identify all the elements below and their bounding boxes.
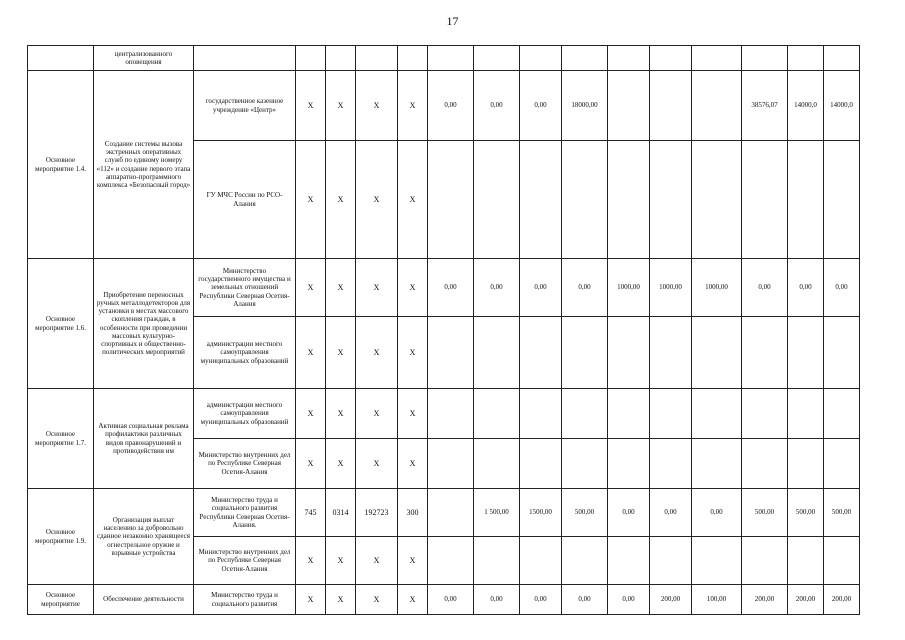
table-row <box>28 71 860 141</box>
amount-cell: 0,00 <box>788 259 824 317</box>
table-row <box>28 489 860 537</box>
amount-cell: 0,00 <box>692 489 742 537</box>
amount-cell <box>520 439 562 489</box>
budget-code-cell: X <box>356 317 398 389</box>
amount-cell <box>474 389 520 439</box>
table-row <box>28 585 860 615</box>
amount-cell <box>692 141 742 259</box>
main-event-cell <box>28 46 94 71</box>
amount-cell <box>562 389 608 439</box>
amount-cell: 1000,00 <box>650 259 692 317</box>
amount-cell <box>824 46 860 71</box>
executor-cell: Министерство государственного имущества и земельных отношений Республики Северная Осетия-Алания <box>194 259 296 317</box>
amount-cell <box>692 71 742 141</box>
amount-cell: 0,00 <box>824 259 860 317</box>
amount-cell: 0,00 <box>428 259 474 317</box>
amount-cell <box>650 141 692 259</box>
event-title-cell: Обеспечение деятельности <box>94 585 194 615</box>
main-event-cell: Основное мероприятие 1.7. <box>28 389 94 489</box>
budget-code-cell: X <box>398 585 428 615</box>
budget-code-cell: X <box>296 71 326 141</box>
main-event-cell: Основное мероприятие 1.4. <box>28 71 94 259</box>
amount-cell <box>428 389 474 439</box>
amount-cell <box>562 46 608 71</box>
amount-cell <box>650 389 692 439</box>
amount-cell: 0,00 <box>562 259 608 317</box>
executor-cell: Министерство труда и социального развития Республики Северная Осетия-Алания. <box>194 489 296 537</box>
amount-cell: 1000,00 <box>608 259 650 317</box>
amount-cell <box>520 141 562 259</box>
budget-code-cell: 300 <box>398 489 428 537</box>
budget-code-cell: X <box>326 259 356 317</box>
executor-cell: ГУ МЧС России по РСО-Алания <box>194 141 296 259</box>
budget-code-cell: X <box>326 389 356 439</box>
amount-cell <box>692 537 742 585</box>
amount-cell <box>520 317 562 389</box>
budget-code-cell <box>398 46 428 71</box>
event-title-cell: Организация выплат населению за добровольно сданное незаконно хранящееся огнестрельное оружие и взрывные устройства <box>94 489 194 585</box>
executor-cell: Министерство внутренних дел по Республике Северная Осетия-Алания <box>194 537 296 585</box>
amount-cell <box>742 46 788 71</box>
budget-code-cell: X <box>296 389 326 439</box>
main-event-cell: Основное мероприятие 1.6. <box>28 259 94 389</box>
amount-cell: 500,00 <box>742 489 788 537</box>
amount-cell: 200,00 <box>824 585 860 615</box>
executor-cell <box>194 46 296 71</box>
amount-cell <box>474 317 520 389</box>
amount-cell: 0,00 <box>742 259 788 317</box>
amount-cell <box>742 389 788 439</box>
amount-cell <box>428 489 474 537</box>
amount-cell: 14000,0 <box>788 71 824 141</box>
budget-code-cell: X <box>356 259 398 317</box>
event-title-cell: Приобретение переносных ручных металлодетекторов для установки в местах массового скопления граждан, в особенности при проведении массовых культурно-спортивных и общественно-политических мероприятий <box>94 259 194 389</box>
budget-code-cell: 192723 <box>356 489 398 537</box>
budget-code-cell: X <box>296 317 326 389</box>
amount-cell: 0,00 <box>428 71 474 141</box>
budget-code-cell <box>356 46 398 71</box>
amount-cell: 500,00 <box>788 489 824 537</box>
amount-cell <box>788 537 824 585</box>
budget-code-cell: X <box>356 537 398 585</box>
executor-cell: государственное казенное учреждение «Центр» <box>194 71 296 141</box>
amount-cell <box>520 46 562 71</box>
budget-code-cell: X <box>356 439 398 489</box>
amount-cell <box>742 537 788 585</box>
amount-cell <box>650 537 692 585</box>
amount-cell: 0,00 <box>474 259 520 317</box>
amount-cell <box>562 537 608 585</box>
amount-cell <box>608 439 650 489</box>
amount-cell <box>608 537 650 585</box>
amount-cell <box>608 141 650 259</box>
amount-cell <box>824 537 860 585</box>
amount-cell <box>428 537 474 585</box>
event-title-cell: Создание системы вызова экстренных оперативных служб по единому номеру «112» и создание первого этапа аппаратно-программного комплекса «Безопасный город» <box>94 71 194 259</box>
amount-cell: 500,00 <box>824 489 860 537</box>
amount-cell: 100,00 <box>692 585 742 615</box>
amount-cell: 18000,00 <box>562 71 608 141</box>
amount-cell <box>474 46 520 71</box>
amount-cell <box>692 439 742 489</box>
amount-cell <box>474 141 520 259</box>
amount-cell: 200,00 <box>742 585 788 615</box>
budget-code-cell: X <box>398 537 428 585</box>
amount-cell <box>520 537 562 585</box>
budget-code-cell: X <box>356 389 398 439</box>
event-title-cell: централизованного оповещения <box>94 46 194 71</box>
amount-cell <box>824 141 860 259</box>
amount-cell <box>562 439 608 489</box>
amount-cell <box>742 141 788 259</box>
budget-code-cell <box>296 46 326 71</box>
amount-cell <box>788 141 824 259</box>
amount-cell <box>788 439 824 489</box>
amount-cell <box>608 71 650 141</box>
amount-cell <box>428 46 474 71</box>
budget-code-cell: X <box>296 537 326 585</box>
amount-cell <box>824 389 860 439</box>
budget-code-cell: X <box>326 585 356 615</box>
executor-cell: администрации местного самоуправления муниципальных образований <box>194 389 296 439</box>
amount-cell <box>428 317 474 389</box>
amount-cell <box>788 317 824 389</box>
amount-cell: 1500,00 <box>520 489 562 537</box>
budget-code-cell: X <box>398 141 428 259</box>
budget-code-cell: X <box>296 585 326 615</box>
budget-code-cell: X <box>398 439 428 489</box>
amount-cell <box>742 317 788 389</box>
amount-cell <box>788 46 824 71</box>
budget-code-cell: X <box>296 439 326 489</box>
amount-cell <box>474 537 520 585</box>
amount-cell <box>428 439 474 489</box>
amount-cell <box>788 389 824 439</box>
amount-cell: 0,00 <box>520 585 562 615</box>
amount-cell: 38576,07 <box>742 71 788 141</box>
amount-cell: 0,00 <box>428 585 474 615</box>
amount-cell <box>824 439 860 489</box>
amount-cell: 0,00 <box>608 489 650 537</box>
budget-code-cell: X <box>326 141 356 259</box>
table-row <box>28 259 860 317</box>
amount-cell: 200,00 <box>650 585 692 615</box>
budget-code-cell: X <box>326 537 356 585</box>
budget-code-cell: X <box>398 71 428 141</box>
budget-code-cell: X <box>398 317 428 389</box>
amount-cell: 200,00 <box>788 585 824 615</box>
amount-cell <box>824 317 860 389</box>
amount-cell: 0,00 <box>608 585 650 615</box>
budget-code-cell: X <box>398 259 428 317</box>
amount-cell: 0,00 <box>650 489 692 537</box>
event-title-cell: Активная социальная реклама профилактики различных видов правонарушений и противодействия им <box>94 389 194 489</box>
budget-code-cell: X <box>356 141 398 259</box>
table-row <box>28 46 860 71</box>
amount-cell <box>608 317 650 389</box>
budget-code-cell: X <box>326 317 356 389</box>
budget-code-cell: X <box>326 439 356 489</box>
main-event-cell: Основное мероприятие 1.9. <box>28 489 94 585</box>
executor-cell: администрации местного самоуправления муниципальных образований <box>194 317 296 389</box>
executor-cell: Министерство труда и социального развития <box>194 585 296 615</box>
amount-cell <box>650 71 692 141</box>
budget-code-cell: X <box>296 259 326 317</box>
amount-cell <box>562 141 608 259</box>
amount-cell <box>520 389 562 439</box>
amount-cell <box>650 46 692 71</box>
amount-cell <box>692 317 742 389</box>
budget-code-cell: X <box>356 71 398 141</box>
executor-cell: Министерство внутренних дел по Республике Северная Осетия-Алания <box>194 439 296 489</box>
budget-code-cell: 0314 <box>326 489 356 537</box>
amount-cell: 500,00 <box>562 489 608 537</box>
budget-code-cell <box>326 46 356 71</box>
amount-cell <box>692 389 742 439</box>
main-event-cell: Основное мероприятие <box>28 585 94 615</box>
budget-code-cell: X <box>296 141 326 259</box>
amount-cell: 0,00 <box>520 71 562 141</box>
amount-cell: 1 500,00 <box>474 489 520 537</box>
amount-cell: 0,00 <box>520 259 562 317</box>
amount-cell <box>474 439 520 489</box>
budget-code-cell: X <box>398 389 428 439</box>
amount-cell <box>608 46 650 71</box>
page-number: 17 <box>446 14 459 28</box>
amount-cell: 0,00 <box>474 585 520 615</box>
amount-cell <box>650 317 692 389</box>
budget-code-cell: 745 <box>296 489 326 537</box>
amount-cell: 1000,00 <box>692 259 742 317</box>
budget-code-cell: X <box>326 71 356 141</box>
amount-cell: 0,00 <box>474 71 520 141</box>
amount-cell: 0,00 <box>562 585 608 615</box>
budget-code-cell: X <box>356 585 398 615</box>
amount-cell <box>428 141 474 259</box>
budget-table <box>27 45 860 615</box>
amount-cell <box>650 439 692 489</box>
amount-cell <box>742 439 788 489</box>
amount-cell <box>692 46 742 71</box>
amount-cell: 14000,0 <box>824 71 860 141</box>
table-row <box>28 389 860 439</box>
amount-cell <box>562 317 608 389</box>
amount-cell <box>608 389 650 439</box>
